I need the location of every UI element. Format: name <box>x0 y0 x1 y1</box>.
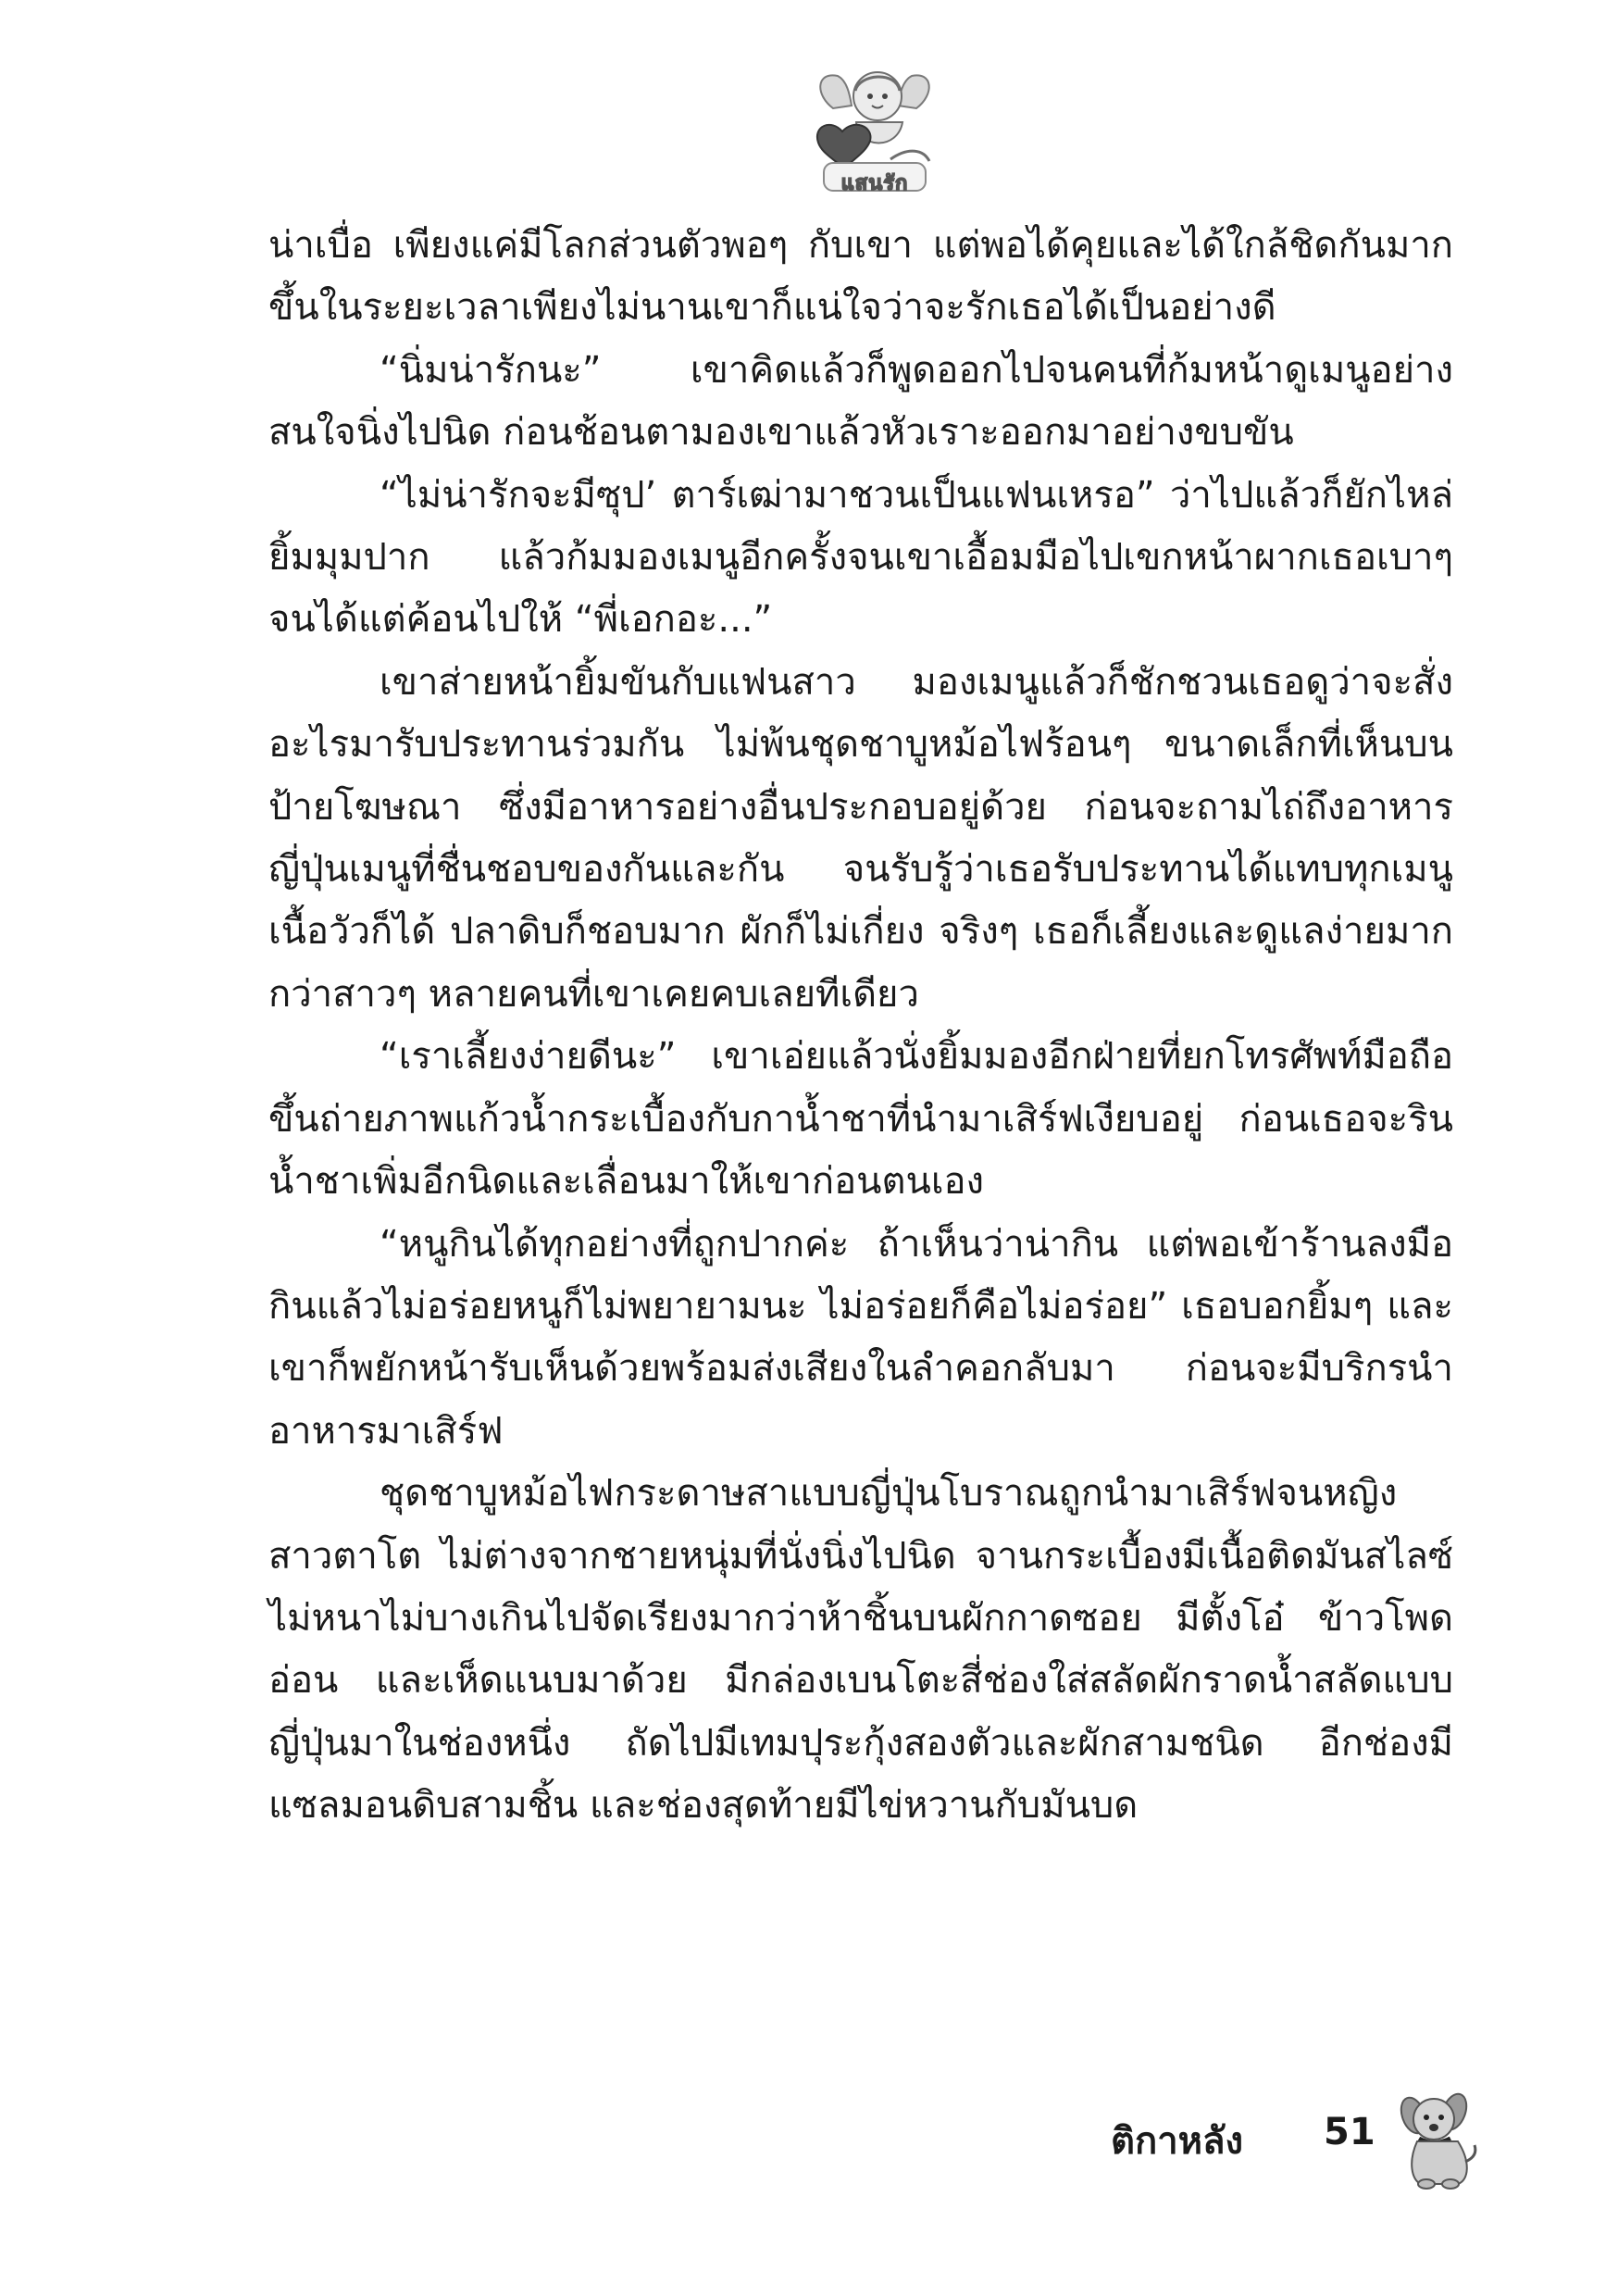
paragraph: “นิ่มน่ารักนะ” เขาคิดแล้วก็พูดออกไปจนคนที่ก้มหน้าดูเมนูอย่างสนใจนิ่งไปนิด ก่อนช้อนตามองเขาแล้วหัวเราะออกมาอย่างขบขัน <box>268 348 1453 455</box>
body-text <box>268 215 1453 1838</box>
logo-text: แสนรัก <box>840 172 909 195</box>
paragraph: ชุดชาบูหม้อไฟกระดาษสาแบบญี่ปุ่นโบราณถูกนำมาเสิร์ฟจนหญิงสาวตาโต ไม่ต่างจากชายหนุ่มที่นั่งนิ่งไปนิด จานกระเบื้องมีเนื้อติดมันสไลซ์ไม่หนาไม่บางเกินไปจัดเรียงมากว่าห้าชิ้นบนผักกาดซอย มีตั้งโอ๋ ข้าวโพดอ่อน และเห็ดแนบมาด้วย มีกล่องเบนโตะสี่ช่องใส่สลัดผักราดน้ำสลัดแบบญี่ปุ่นมาในช่องหนึ่ง ถัดไปมีเทมปุระกุ้งสองตัวและผักสามชนิด อีกช่องมีแซลมอนดิบสามชิ้น และช่องสุดท้ายมีไข่หวานกับมันบด <box>268 1472 1453 1828</box>
paragraph: น่าเบื่อ เพียงแค่มีโลกส่วนตัวพอๆ กับเขา แต่พอได้คุยและได้ใกล้ชิดกันมากขึ้นในระยะเวลาเพียงไม่นานเขาก็แน่ใจว่าจะรักเธอได้เป็นอย่างดี <box>268 224 1453 330</box>
page-number: 51 <box>1324 2111 1375 2153</box>
paragraph: “หนูกินได้ทุกอย่างที่ถูกปากค่ะ ถ้าเห็นว่าน่ากิน แต่พอเข้าร้านลงมือกินแล้วไม่อร่อยหนูก็ไม่พยายามนะ ไม่อร่อยก็คือไม่อร่อย” เธอบอกยิ้มๆ และเขาก็พยักหน้ารับเห็นด้วยพร้อมส่งเสียงในลำคอกลับมา ก่อนจะมีบริกรนำอาหารมาเสิร์ฟ <box>268 1222 1453 1453</box>
header-logo <box>805 57 944 196</box>
paragraph: “ไม่น่ารักจะมีซุป’ ตาร์เฒ่ามาชวนเป็นแฟนเหรอ” ว่าไปแล้วก็ยักไหล่ยิ้มมุมปาก แล้วก้มมองเมนูอีกครั้งจนเขาเอื้อมมือไปเขกหน้าผากเธอเบาๆ จนได้แต่ค้อนไปให้ “พี่เอกอะ...” <box>268 473 1453 642</box>
paragraph: เขาส่ายหน้ายิ้มขันกับแฟนสาว มองเมนูแล้วก็ชักชวนเธอดูว่าจะสั่งอะไรมารับประทานร่วมกัน ไม่พ้นชุดชาบูหม้อไฟร้อนๆ ขนาดเล็กที่เห็นบนป้ายโฆษณา ซึ่งมีอาหารอย่างอื่นประกอบอยู่ด้วย ก่อนจะถามไถ่ถึงอาหารญี่ปุ่นเมนูที่ชื่นชอบของกันและกัน จนรับรู้ว่าเธอรับประทานได้แทบทุกเมนู เนื้อวัวก็ได้ ปลาดิบก็ชอบมาก ผักก็ไม่เกี่ยง จริงๆ เธอก็เลี้ยงและดูแลง่ายมากกว่าสาวๆ หลายคนที่เขาเคยคบเลยทีเดียว <box>268 660 1453 1016</box>
page-footer <box>1055 2083 1481 2194</box>
puppy-icon <box>1393 2088 1481 2190</box>
book-title: ติกาหลัง <box>1111 2120 1244 2163</box>
paragraph: “เราเลี้ยงง่ายดีนะ” เขาเอ่ยแล้วนั่งยิ้มมองอีกฝ่ายที่ยกโทรศัพท์มือถือขึ้นถ่ายภาพแก้วน้ำกระเบื้องกับกาน้ำชาที่นำมาเสิร์ฟเงียบอยู่ ก่อนเธอจะรินน้ำชาเพิ่มอีกนิดและเลื่อนมาให้เขาก่อนตนเอง <box>268 1035 1453 1204</box>
